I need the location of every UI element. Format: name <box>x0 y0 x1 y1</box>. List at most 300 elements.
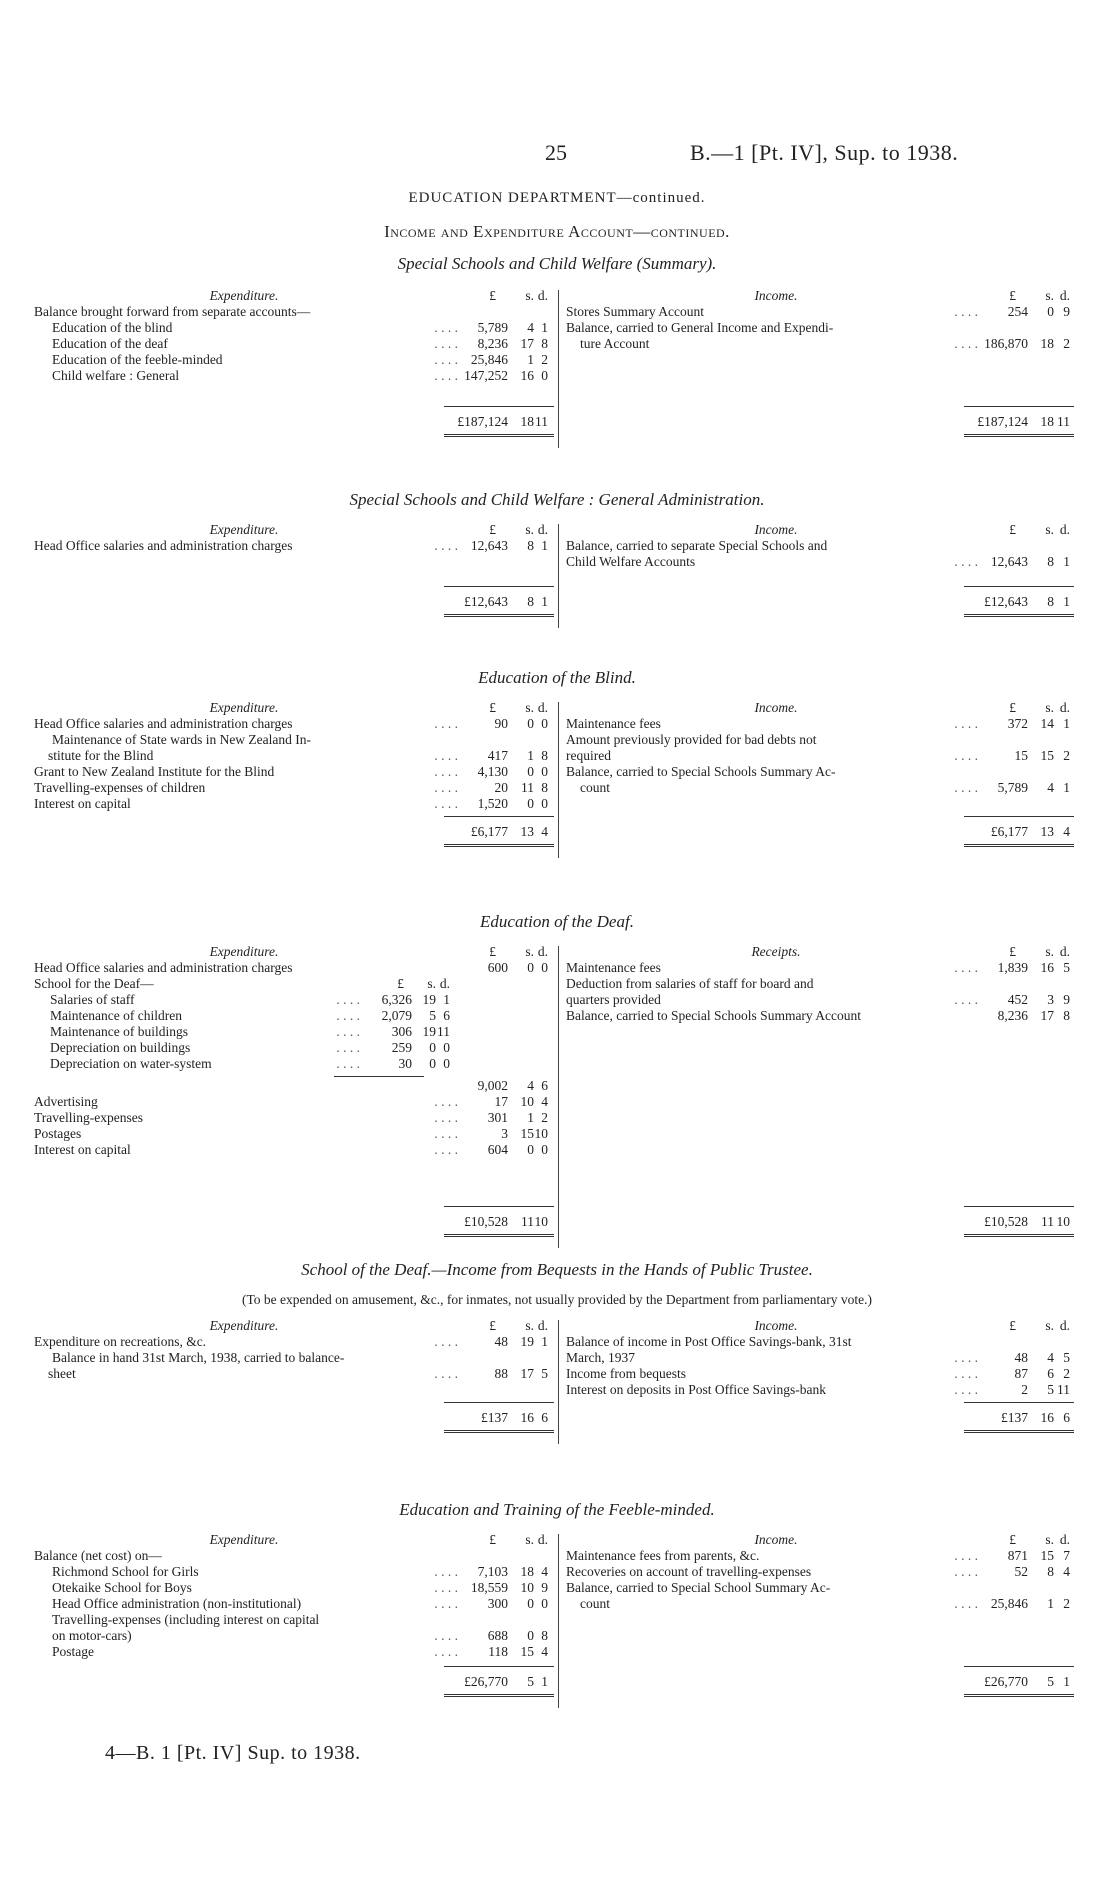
ledger-row <box>566 554 1074 570</box>
amount-pence: 4 <box>541 824 548 839</box>
feeble-title: Education and Training of the Feeble-minded. <box>399 1500 715 1519</box>
amount-shillings: 0 <box>1047 304 1054 319</box>
amount-shillings: 15 <box>1040 748 1054 763</box>
ledger-label: Stores Summary Account <box>566 304 704 319</box>
pence-symbol: d. <box>1059 522 1070 537</box>
ledger-label: Maintenance of children <box>50 1008 182 1023</box>
ledger-label: March, 1937 <box>566 1350 635 1365</box>
ledger-row <box>566 976 1074 992</box>
pounds-symbol: £ <box>1009 700 1016 715</box>
amount-shillings: 0 <box>429 1040 436 1055</box>
amount-pence: 2 <box>541 352 548 367</box>
pounds-symbol: £ <box>489 700 496 715</box>
amount-pence: 0 <box>541 960 548 975</box>
amount-pounds: 259 <box>391 1040 412 1055</box>
ledger-row <box>34 976 554 992</box>
dot-leader: . . . . <box>434 538 458 553</box>
pence-symbol: d. <box>537 1532 548 1547</box>
ledger-row <box>34 1056 554 1072</box>
amount-pence: 0 <box>443 1056 450 1071</box>
amount-pounds: 306 <box>391 1024 412 1039</box>
amount-pounds: 17 <box>494 1094 508 1109</box>
amount-shillings: 16 <box>520 1410 534 1425</box>
amount-shillings: 8 <box>1047 1564 1054 1579</box>
amount-pounds: 452 <box>1007 992 1028 1007</box>
total-rule <box>444 1206 554 1207</box>
total-double-rule <box>964 1234 1074 1237</box>
ledger-label: Maintenance fees from parents, &c. <box>566 1548 760 1563</box>
amount-pounds: 8,236 <box>477 336 508 351</box>
ledger-row <box>34 352 554 368</box>
amount-pounds: 48 <box>494 1334 508 1349</box>
amount-shillings: 17 <box>1040 1008 1054 1023</box>
total-row <box>34 1214 554 1230</box>
pence-symbol: d. <box>1059 1532 1070 1547</box>
ledger-row <box>34 368 554 384</box>
ledger-label: Education of the blind <box>52 320 173 335</box>
ledger-heading: Maintenance of State wards in New Zealand In- <box>52 732 312 747</box>
ledger-row <box>566 538 1074 554</box>
dot-leader: . . . . <box>954 716 978 731</box>
total-double-rule <box>444 614 554 617</box>
dot-leader: . . . . <box>434 1366 458 1381</box>
shillings-symbol: s. <box>525 522 534 537</box>
dot-leader: . . . . <box>954 304 978 319</box>
ledger-label: Postages <box>34 1126 82 1141</box>
ledger-label: Child Welfare Accounts <box>566 554 696 569</box>
dot-leader: . . . . <box>434 320 458 335</box>
amount-pounds: 688 <box>487 1628 508 1643</box>
column-header-row <box>566 288 1074 304</box>
amount-shillings: 13 <box>520 824 534 839</box>
ledger-row <box>566 748 1074 764</box>
blind-title: Education of the Blind. <box>478 668 636 687</box>
column-header-row <box>34 700 554 716</box>
ledger-label: Recoveries on account of travelling-expenses <box>566 1564 812 1579</box>
amount-pence: 10 <box>1056 1214 1070 1229</box>
amount-shillings: 4 <box>1047 780 1054 795</box>
ledger-label: quarters provided <box>566 992 661 1007</box>
amount-pence: 1 <box>541 1334 548 1349</box>
amount-pounds: 15 <box>1014 748 1028 763</box>
amount-pounds: 12,643 <box>470 538 508 553</box>
amount-pence: 10 <box>534 1214 548 1229</box>
amount-pounds: 90 <box>494 716 508 731</box>
ledger-row <box>566 1596 1074 1612</box>
amount-shillings: 0 <box>527 1628 534 1643</box>
ledger-label: Richmond School for Girls <box>52 1564 199 1579</box>
dot-leader: . . . . <box>954 992 978 1007</box>
amount-pence: 2 <box>1063 748 1070 763</box>
dot-leader: . . . . <box>434 1564 458 1579</box>
pence-symbol: d. <box>1059 944 1070 959</box>
expenditure-column <box>34 1318 554 1425</box>
ledger-row <box>34 336 554 352</box>
amount-shillings: 15 <box>1040 1548 1054 1563</box>
ledger-heading: Balance, carried to separate Special Schools and <box>566 538 828 553</box>
amount-pounds: 3 <box>501 1126 508 1141</box>
total-row <box>34 1674 554 1690</box>
amount-pounds: 6,326 <box>381 992 412 1007</box>
pounds-symbol: £ <box>1009 1318 1016 1333</box>
ledger-row <box>34 320 554 336</box>
amount-pounds: 9,002 <box>477 1078 508 1093</box>
amount-pounds: 871 <box>1007 1548 1028 1563</box>
column-heading: Expenditure. <box>209 288 279 303</box>
pounds-symbol: £ <box>397 976 404 991</box>
column-header-row <box>34 288 554 304</box>
ledger-label: Interest on deposits in Post Office Savings-bank <box>566 1382 826 1397</box>
total-double-rule <box>444 1234 554 1237</box>
amount-shillings: 1 <box>527 748 534 763</box>
dot-leader: . . . . <box>434 352 458 367</box>
dot-leader: . . . . <box>954 1350 978 1365</box>
dot-leader: . . . . <box>954 960 978 975</box>
ledger-heading: Balance of income in Post Office Savings-bank, 31st <box>566 1334 852 1349</box>
amount-shillings: 5 <box>1047 1674 1054 1689</box>
amount-pounds: 7,103 <box>477 1564 508 1579</box>
ledger-row <box>34 716 554 732</box>
subtotal-row <box>34 1078 554 1094</box>
ledger-label: count <box>580 780 610 795</box>
amount-shillings: 18 <box>520 1564 534 1579</box>
column-divider <box>558 702 559 858</box>
ledger-label: Maintenance fees <box>566 960 661 975</box>
dot-leader: . . . . <box>434 1580 458 1595</box>
ledger-row <box>566 716 1074 732</box>
amount-pounds: 1,520 <box>477 796 508 811</box>
ledger-row <box>34 1548 554 1564</box>
amount-pounds: 2,079 <box>381 1008 412 1023</box>
amount-shillings: 1 <box>527 1110 534 1125</box>
shillings-symbol: s. <box>525 1532 534 1547</box>
amount-pounds: 25,846 <box>470 352 508 367</box>
amount-pence: 4 <box>541 1094 548 1109</box>
amount-pence: 1 <box>541 320 548 335</box>
ledger-label: Salaries of staff <box>50 992 135 1007</box>
dot-leader: . . . . <box>434 336 458 351</box>
amount-pence: 10 <box>534 1126 548 1141</box>
total-rule <box>964 586 1074 587</box>
ledger-row <box>566 732 1074 748</box>
amount-pence: 8 <box>541 336 548 351</box>
total-rule <box>964 1206 1074 1207</box>
ledger-label: Depreciation on water-system <box>50 1056 212 1071</box>
amount-shillings: 14 <box>1040 716 1054 731</box>
amount-pounds: 186,870 <box>984 336 1028 351</box>
amount-pence: 11 <box>1057 1382 1070 1397</box>
account-title: Income and Expenditure Account—continued. <box>384 222 730 241</box>
dot-leader: . . . . <box>954 1366 978 1381</box>
total-double-rule <box>444 844 554 847</box>
dot-leader: . . . . <box>434 368 458 383</box>
total-double-rule <box>444 1694 554 1697</box>
column-divider <box>558 946 559 1248</box>
dot-leader: . . . . <box>434 780 458 795</box>
income-column <box>566 288 1074 429</box>
expenditure-column <box>34 1532 554 1689</box>
amount-shillings: 16 <box>1040 960 1054 975</box>
department-heading: EDUCATION DEPARTMENT—continued. <box>408 190 706 206</box>
ledger-label: on motor-cars) <box>52 1628 132 1643</box>
ledger-label: Otekaike School for Boys <box>52 1580 192 1595</box>
ledger-label: Education of the feeble-minded <box>52 352 223 367</box>
amount-pence: 9 <box>1063 992 1070 1007</box>
amount-shillings: 16 <box>520 368 534 383</box>
amount-pence: 11 <box>1057 414 1070 429</box>
amount-pence: 2 <box>1063 336 1070 351</box>
ledger-row <box>34 1580 554 1596</box>
amount-pounds: £10,528 <box>464 1214 508 1229</box>
amount-shillings: 17 <box>520 336 534 351</box>
ledger-row <box>34 1040 554 1056</box>
summary-title: Special Schools and Child Welfare (Summary). <box>397 254 717 273</box>
amount-shillings: 15 <box>520 1644 534 1659</box>
amount-pence: 0 <box>541 764 548 779</box>
amount-shillings: 5 <box>1047 1382 1054 1397</box>
ledger-row <box>566 780 1074 796</box>
column-heading: Income. <box>754 700 798 715</box>
amount-shillings: 6 <box>1047 1366 1054 1381</box>
amount-pounds: £26,770 <box>984 1674 1028 1689</box>
amount-shillings: 0 <box>527 764 534 779</box>
ledger-row <box>566 1580 1074 1596</box>
expenditure-column <box>34 288 554 429</box>
shillings-symbol: s. <box>525 288 534 303</box>
bequests-title: School of the Deaf.—Income from Bequests in the Hands of Public Trustee. <box>301 1260 813 1279</box>
column-heading: Receipts. <box>751 944 801 959</box>
column-header-row <box>566 1318 1074 1334</box>
shillings-symbol: s. <box>1045 1532 1054 1547</box>
pounds-symbol: £ <box>489 1318 496 1333</box>
dot-leader: . . . . <box>434 1094 458 1109</box>
amount-shillings: 8 <box>1047 594 1054 609</box>
total-row <box>566 824 1074 840</box>
amount-pence: 11 <box>535 414 548 429</box>
ledger-row <box>34 1110 554 1126</box>
ledger-row <box>34 1628 554 1644</box>
ledger-label: Travelling-expenses <box>34 1110 143 1125</box>
ledger-label: stitute for the Blind <box>48 748 154 763</box>
amount-pence: 8 <box>541 780 548 795</box>
ledger-label: Head Office administration (non-institutional) <box>52 1596 302 1611</box>
amount-pounds: 5,789 <box>477 320 508 335</box>
amount-shillings: 5 <box>429 1008 436 1023</box>
amount-shillings: 4 <box>527 1078 534 1093</box>
ledger-heading: Deduction from salaries of staff for board and <box>566 976 814 991</box>
pounds-symbol: £ <box>489 288 496 303</box>
ledger-row <box>34 1334 554 1350</box>
ledger-label: Interest on capital <box>34 1142 131 1157</box>
expenditure-column <box>34 944 554 1229</box>
amount-pence: 1 <box>1063 594 1070 609</box>
ledger-row <box>566 336 1074 352</box>
amount-pounds: 5,789 <box>997 780 1028 795</box>
column-header-row <box>566 522 1074 538</box>
expenditure-column <box>34 700 554 839</box>
column-heading: Income. <box>754 1318 798 1333</box>
shillings-symbol: s. <box>525 700 534 715</box>
amount-pounds: £137 <box>1001 1410 1028 1425</box>
ledger-row <box>566 304 1074 320</box>
amount-pence: 1 <box>1063 780 1070 795</box>
amount-pence: 1 <box>1063 716 1070 731</box>
shillings-symbol: s. <box>427 976 436 991</box>
amount-shillings: 19 <box>422 1024 436 1039</box>
amount-pounds: 118 <box>488 1644 508 1659</box>
amount-pounds: £12,643 <box>464 594 508 609</box>
dot-leader: . . . . <box>954 336 978 351</box>
total-rule <box>444 816 554 817</box>
ledger-row <box>34 764 554 780</box>
ledger-label: Child welfare : General <box>52 368 180 383</box>
ledger-heading: Travelling-expenses (including interest on capital <box>52 1612 320 1627</box>
pence-symbol: d. <box>537 700 548 715</box>
pence-symbol: d. <box>537 944 548 959</box>
ledger-row <box>566 1564 1074 1580</box>
amount-shillings: 18 <box>1040 414 1054 429</box>
ledger-label: sheet <box>48 1366 76 1381</box>
amount-shillings: 3 <box>1047 992 1054 1007</box>
ledger-row <box>34 1596 554 1612</box>
amount-pence: 4 <box>1063 824 1070 839</box>
ledger-row <box>34 992 554 1008</box>
pounds-symbol: £ <box>489 522 496 537</box>
total-row <box>34 824 554 840</box>
amount-shillings: 16 <box>1040 1410 1054 1425</box>
amount-pence: 8 <box>541 748 548 763</box>
ledger-label: Education of the deaf <box>52 336 168 351</box>
ledger-label: Income from bequests <box>566 1366 686 1381</box>
column-heading: Income. <box>754 522 798 537</box>
amount-shillings: 19 <box>520 1334 534 1349</box>
amount-shillings: 8 <box>527 538 534 553</box>
shillings-symbol: s. <box>1045 944 1054 959</box>
column-header-row <box>34 1318 554 1334</box>
expenditure-column <box>34 522 554 609</box>
shillings-symbol: s. <box>525 944 534 959</box>
amount-pence: 0 <box>541 368 548 383</box>
amount-pence: 1 <box>443 992 450 1007</box>
ledger-row <box>34 1612 554 1628</box>
dot-leader: . . . . <box>434 1142 458 1157</box>
income-column <box>566 522 1074 609</box>
dot-leader: . . . . <box>434 1126 458 1141</box>
ledger-label: Interest on capital <box>34 796 131 811</box>
dot-leader: . . . . <box>336 1040 360 1055</box>
column-header-row <box>566 944 1074 960</box>
amount-pounds: £6,177 <box>990 824 1028 839</box>
shillings-symbol: s. <box>1045 288 1054 303</box>
ledger-row <box>34 748 554 764</box>
amount-pence: 0 <box>541 1142 548 1157</box>
amount-shillings: 17 <box>520 1366 534 1381</box>
ledger-row <box>34 1350 554 1366</box>
pounds-symbol: £ <box>489 1532 496 1547</box>
dot-leader: . . . . <box>954 1564 978 1579</box>
ledger-heading: Balance brought forward from separate accounts— <box>34 304 311 319</box>
dot-leader: . . . . <box>434 748 458 763</box>
income-column <box>566 1318 1074 1425</box>
amount-pence: 8 <box>1063 1008 1070 1023</box>
pounds-symbol: £ <box>1009 944 1016 959</box>
ledger-heading: Balance, carried to General Income and Expendi- <box>566 320 834 335</box>
ledger-heading: Balance, carried to Special School Summary Ac- <box>566 1580 831 1595</box>
ledger-row <box>34 538 554 554</box>
amount-pounds: 254 <box>1007 304 1028 319</box>
amount-pounds: 372 <box>1007 716 1028 731</box>
amount-pence: 0 <box>541 796 548 811</box>
amount-pence: 0 <box>541 1596 548 1611</box>
amount-shillings: 11 <box>521 780 534 795</box>
amount-pounds: 2 <box>1021 1382 1028 1397</box>
total-rule <box>444 586 554 587</box>
amount-pounds: £187,124 <box>457 414 508 429</box>
ledger-row <box>566 1366 1074 1382</box>
total-rule <box>444 406 554 407</box>
amount-shillings: 18 <box>1040 336 1054 351</box>
amount-pounds: 52 <box>1014 1564 1028 1579</box>
column-heading: Income. <box>754 1532 798 1547</box>
ledger-row <box>34 1126 554 1142</box>
ledger-heading: Amount previously provided for bad debts not <box>566 732 817 747</box>
ledger-label: Head Office salaries and administration charges <box>34 716 293 731</box>
dot-leader: . . . . <box>434 716 458 731</box>
amount-pounds: £137 <box>481 1410 508 1425</box>
column-header-row <box>34 1532 554 1548</box>
total-rule <box>964 406 1074 407</box>
ledger-row <box>34 780 554 796</box>
ledger-row <box>34 1644 554 1660</box>
ledger-heading: School for the Deaf— <box>34 976 154 991</box>
income-column <box>566 1532 1074 1689</box>
ledger-row <box>34 304 554 320</box>
amount-shillings: 10 <box>520 1580 534 1595</box>
ledger-row <box>34 1008 554 1024</box>
amount-shillings: 13 <box>1040 824 1054 839</box>
dot-leader: . . . . <box>434 1644 458 1659</box>
pounds-symbol: £ <box>489 944 496 959</box>
amount-shillings: 0 <box>527 1596 534 1611</box>
pence-symbol: d. <box>1059 1318 1070 1333</box>
ledger-row <box>34 732 554 748</box>
ledger-row <box>566 320 1074 336</box>
ledger-label: Advertising <box>34 1094 98 1109</box>
total-double-rule <box>964 1694 1074 1697</box>
amount-pounds: 30 <box>398 1056 412 1071</box>
amount-pence: 2 <box>1063 1366 1070 1381</box>
column-heading: Income. <box>754 288 798 303</box>
ledger-row <box>566 1548 1074 1564</box>
ledger-row <box>566 1334 1074 1350</box>
amount-pounds: £6,177 <box>470 824 508 839</box>
ledger-row <box>34 1564 554 1580</box>
ledger-row <box>34 1024 554 1040</box>
shillings-symbol: s. <box>1045 700 1054 715</box>
amount-pounds: 417 <box>487 748 508 763</box>
pence-symbol: d. <box>537 288 548 303</box>
ledger-label: Head Office salaries and administration charges <box>34 538 293 553</box>
total-row <box>34 1410 554 1426</box>
total-row <box>566 594 1074 610</box>
total-rule <box>964 1666 1074 1667</box>
bequests-note: (To be expended on amusement, &c., for inmates, not usually provided by the Department from parliamentary vote.) <box>242 1292 872 1307</box>
amount-pounds: 4,130 <box>477 764 508 779</box>
subtotal-rule <box>334 1076 424 1077</box>
amount-pence: 5 <box>541 1366 548 1381</box>
ledger-heading: Balance (net cost) on— <box>34 1548 162 1563</box>
total-double-rule <box>444 1430 554 1433</box>
